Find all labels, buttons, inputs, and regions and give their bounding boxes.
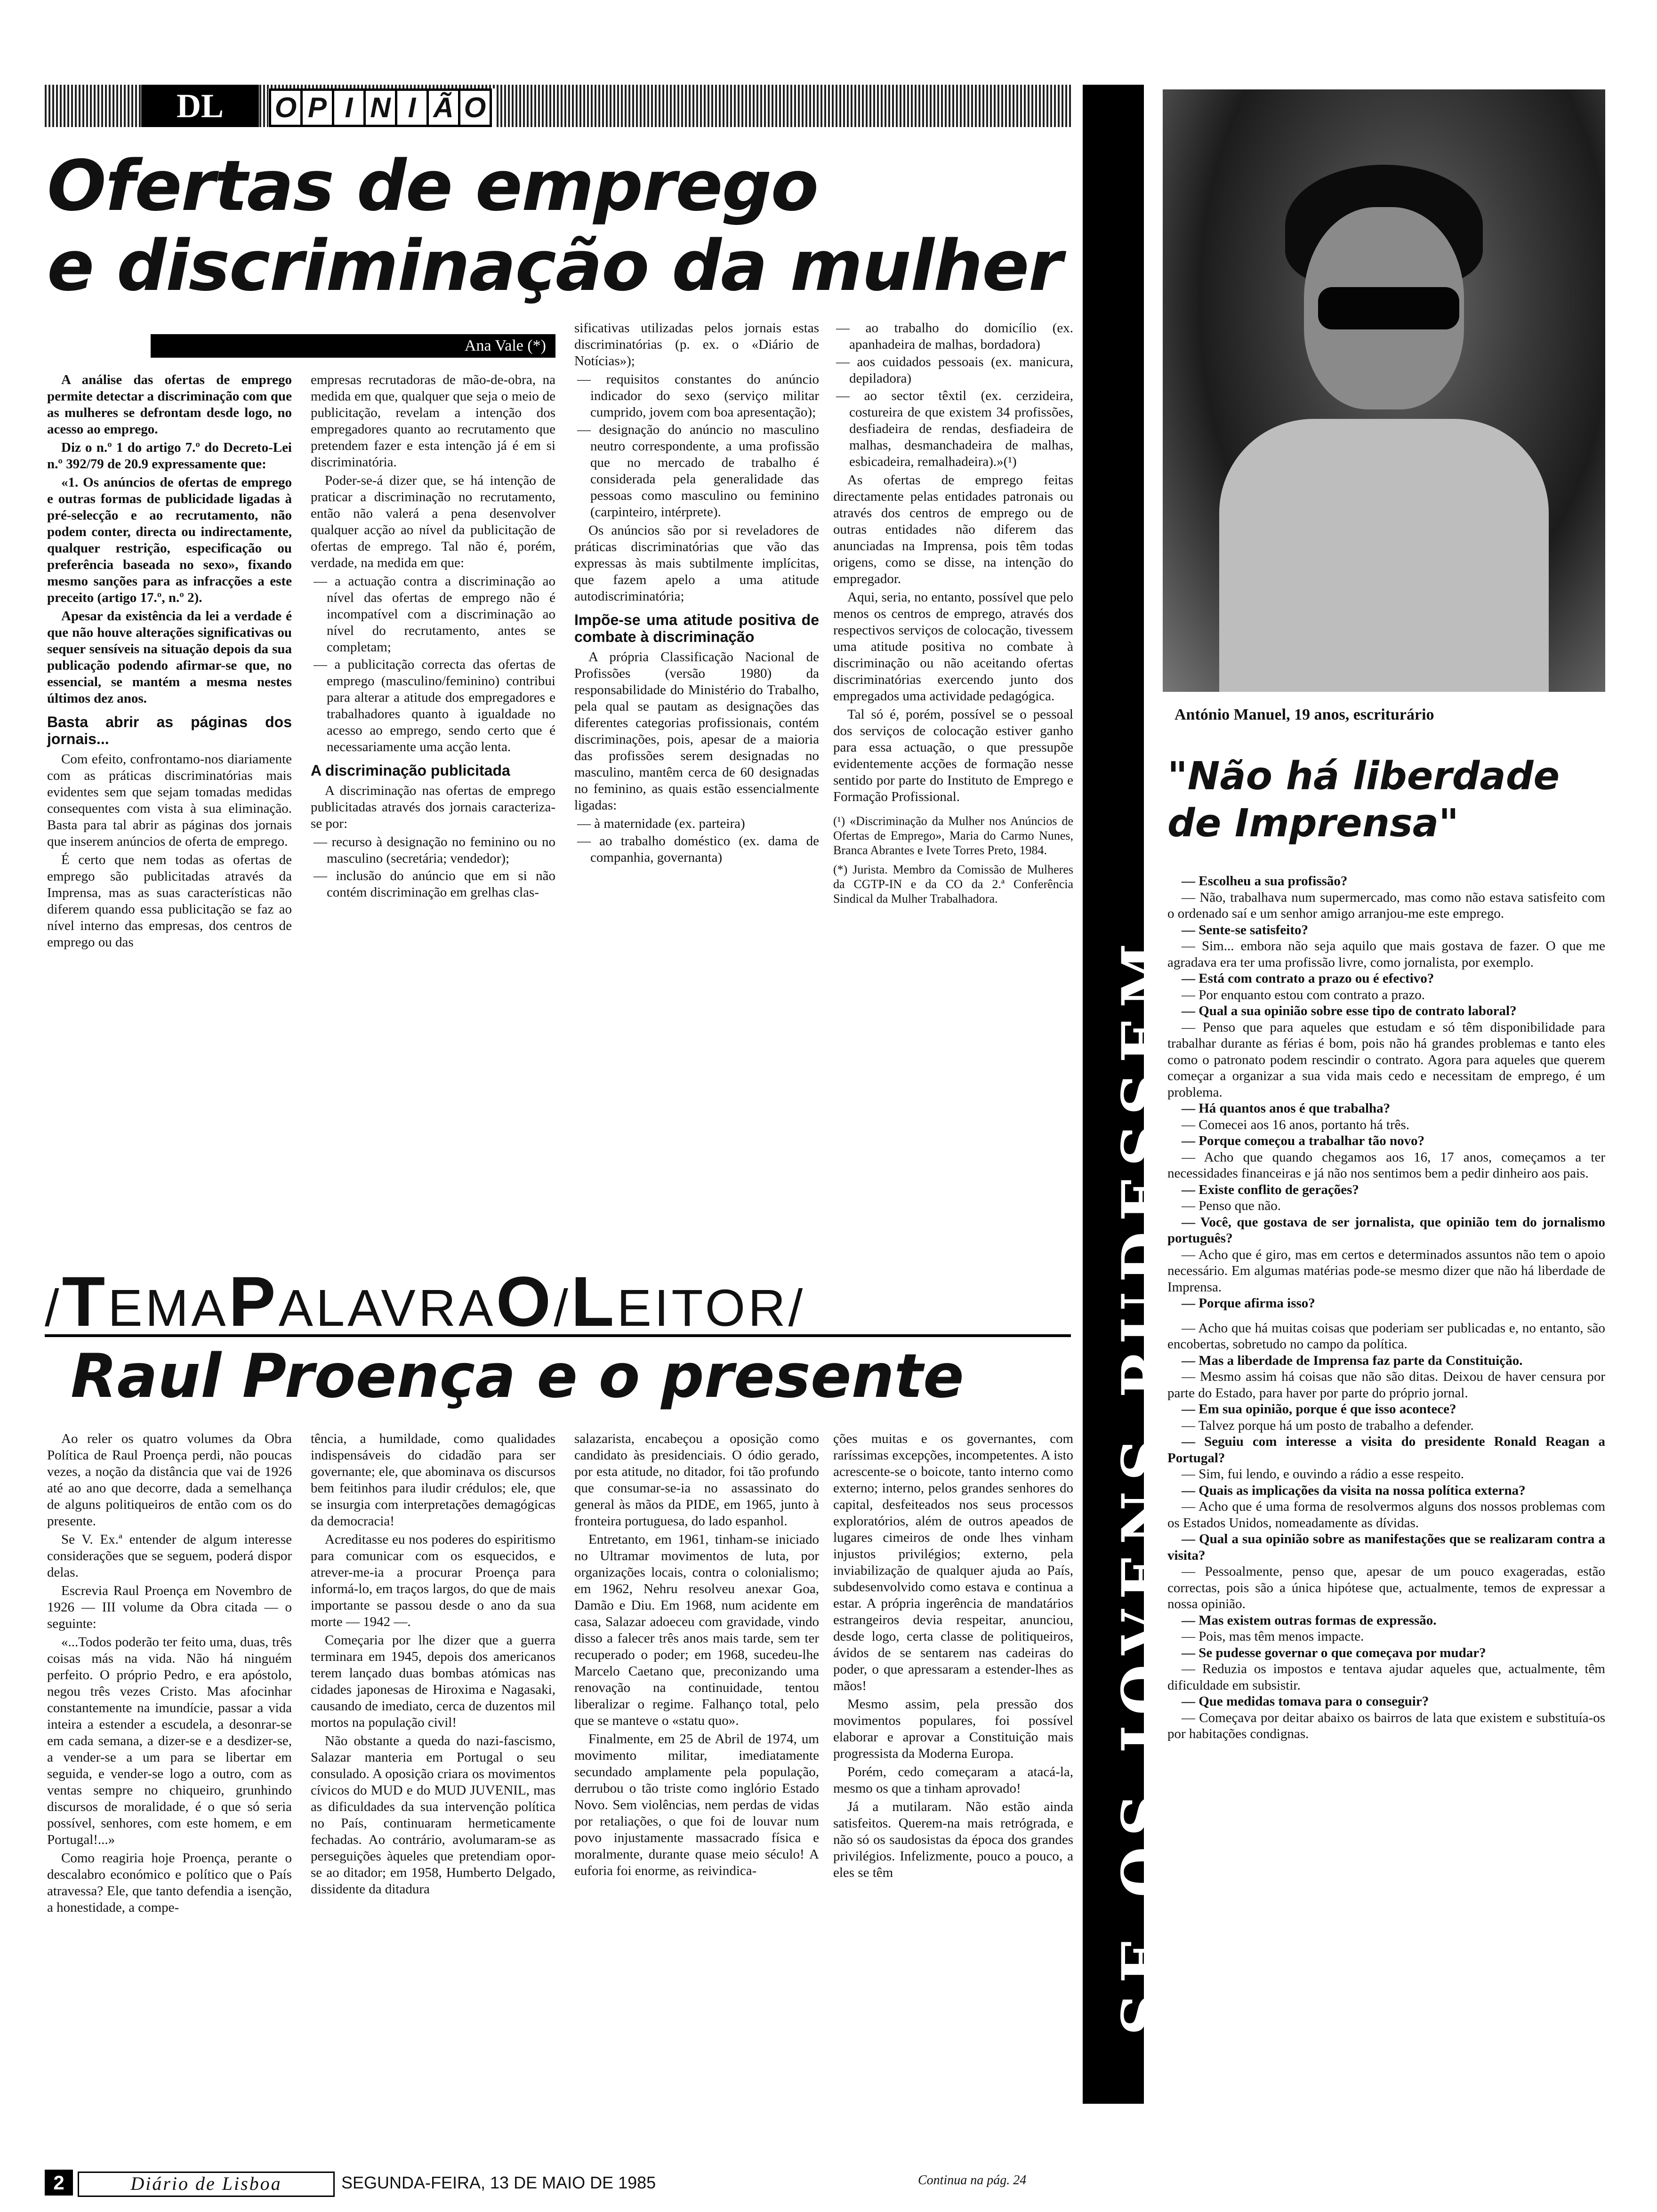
interview-question: — Porque começou a trabalhar tão novo? <box>1167 1133 1605 1149</box>
paragraph: empresas recrutadoras de mão-de-obra, na medida em que, qualquer que seja o meio de publicitação, revelam a intenção dos empregadores quanto ao recrutamento que pretendem fazer e esta intenção já é em si discriminatória. <box>311 372 555 470</box>
bullet-list <box>574 816 819 866</box>
interview-question: — Está com contrato a prazo ou é efectivo? <box>1167 970 1605 987</box>
vertical-section-title <box>1083 85 1178 2104</box>
interview-body <box>1167 873 1605 1742</box>
paragraph: Tal só é, porém, possível se o pessoal dos serviços de colocação estiver ganho para essa actuação, o que pressupõe evidentemente acções de formação nesse sentido por parte do Instituto de Emprego e Formação Profissional. <box>833 707 1073 804</box>
article1-column-3 <box>574 320 819 868</box>
interview-answer: — Mesmo assim há coisas que não são ditas. Deixou de haver censura por parte do Estado, para haver por parte do próprio jornal. <box>1167 1369 1605 1401</box>
interview-answer: — Acho que quando chegamos aos 16, 17 anos, começamos a ter necessidades financeiras e já não nos sentimos bem a pedir dinheiro aos pais. <box>1167 1149 1605 1182</box>
author-note: (*) Jurista. Membro da Comissão de Mulheres da CGTP-IN e da CO da 2.ª Conferência Sindical da Mulher Trabalhadora. <box>833 863 1073 906</box>
subheading: Impõe-se uma atitude positiva de combate à discriminação <box>574 611 819 645</box>
issue-date: SEGUNDA-FEIRA, 13 DE MAIO DE 1985 <box>341 2173 656 2192</box>
interview-answer: — Sim, fui lendo, e ouvindo a rádio a esse respeito. <box>1167 1466 1605 1483</box>
interview-question: — Qual a sua opinião sobre as manifestações que se realizaram contra a visita? <box>1167 1531 1605 1563</box>
interview-question: — Há quantos anos é que trabalha? <box>1167 1100 1605 1117</box>
interview-question: — Em sua opinião, porque é que isso acontece? <box>1167 1401 1605 1418</box>
interview-answer: — Acho que é giro, mas em certos e determinados assuntos não tem o apoio necessário. Em algumas matérias pode-se mesmo dizer que não há liberdade de Imprensa. <box>1167 1247 1605 1296</box>
tema-letter: P <box>228 1262 279 1341</box>
page-number: 2 <box>45 2170 73 2196</box>
section-letter: Ã <box>426 88 460 127</box>
list-item: — inclusão do anúncio que em si não contém discriminação em grelhas clas- <box>311 868 555 901</box>
article-headline <box>47 146 1073 306</box>
paragraph: Já a mutilaram. Não estão ainda satisfeitos. Querem-na mais retrógrada, e não só os saudosistas da época dos grandes privilégios. Infelizmente, pouco a pouco, a eles se têm <box>833 1799 1073 1880</box>
tema-letter: T <box>62 1262 108 1341</box>
interview-answer: — Acho que há muitas coisas que poderiam ser publicadas e, no entanto, são encobertas, sobretudo no campo da política. <box>1167 1320 1605 1353</box>
bullet-list <box>574 371 819 521</box>
lead-paragraph: Diz o n.º 1 do artigo 7.º do Decreto-Lei n.º 392/79 de 20.9 expressamente que: <box>47 440 292 472</box>
list-item: — ao trabalho do domicílio (ex. apanhadeira de malhas, bordadora) <box>833 320 1073 353</box>
interview-question: — Você, que gostava de ser jornalista, que opinião tem do jornalismo português? <box>1167 1214 1605 1247</box>
quoted-paragraph: «...Todos poderão ter feito uma, duas, três coisas más na vida. Não há ninguém perfeito. O próprio Pedro, e era apóstolo, negou três vezes Cristo. Mas afocinhar constantemente na imundície, passar a vida inteira a estender a escudela, a desonrar-se em cada semana, a dizer-se e a desdizer-se, a vender-se a um para se libertar em seguida, e vender-se logo a outro, com as ventas sempre no chiqueiro, grunhindo discursos de moralidade, é o que só seria possível, senhores, com este homem, e em Portugal!...» <box>47 1635 292 1847</box>
interview-answer: — Sim... embora não seja aquilo que mais gostava de fazer. O que me agradava era ter uma profissão livre, como jornalista, por exemplo. <box>1167 938 1605 970</box>
article1-column-4 <box>833 320 1073 908</box>
paragraph: Entretanto, em 1961, tinham-se iniciado no Ultramar movimentos de luta, por organizações locais, contra o colonialismo; em 1962, Nehru resolveu anexar Goa, Damão e Diu. Em 1968, num acidente em casa, Salazar adoeceu com gravidade, vindo disso a falecer três anos mais tarde, sem ter recuperado o poder; em 1968, sucedeu-lhe Marcelo Caetano que, preconizando uma renovação na continuidade, tentou liberalizar o regime. Falhanço total, pelo que se manteve o «statu quo». <box>574 1532 819 1728</box>
paragraph: Poder-se-á dizer que, se há intenção de praticar a discriminação no recrutamento, então não valerá a pena desenvolver qualquer acção ao nível da publicitação de ofertas de emprego. Tal não é, porém, verdade, na medida em que: <box>311 473 555 570</box>
subheading: A discriminação publicitada <box>311 762 510 779</box>
interview-question: — Se pudesse governar o que começava por mudar? <box>1167 1645 1605 1661</box>
paragraph: tência, a humildade, como qualidades indispensáveis do cidadão para ser governante; ele, que abominava os discursos bem feitinhos para iludir crédulos; ele, que se insurgia com interpretações demagógicas da democracia! <box>311 1431 555 1529</box>
interview-question: — Mas a liberdade de Imprensa faz parte da Constituição. <box>1167 1353 1605 1369</box>
newspaper-name: Diário de Lisboa <box>78 2172 335 2197</box>
paragraph: Começaria por lhe dizer que a guerra terminara em 1945, depois dos americanos terem lançado duas bombas atómicas nas cidades japonesas de Hiroxima e Nagasaki, causando de imediato, cerca de duzentos mil mortos na população civil! <box>311 1633 555 1730</box>
interview-question: — Quais as implicações da visita na nossa política externa? <box>1167 1483 1605 1499</box>
interview-question: — Seguiu com interesse a visita do presidente Ronald Reagan a Portugal? <box>1167 1434 1605 1466</box>
tema-letter: L <box>571 1262 617 1341</box>
paragraph: Não obstante a queda do nazi-fascismo, Salazar manteria em Portugal o seu consulado. A oposição criara os movimentos cívicos do MUD e do MUD JUVENIL, mas as dificuldades da sua intervenção política no País, continuaram hermeticamente fechadas. Ao contrário, avolumaram-se as perseguições àqueles que pretendiam opor-se ao ditador; em 1958, Humberto Delgado, dissidente da ditadura <box>311 1733 555 1897</box>
continued-note: Continua na pág. 24 <box>918 2173 1027 2188</box>
tema-rest: EITOR <box>617 1279 788 1337</box>
article2-column-3 <box>574 1431 819 1881</box>
lead-paragraph: «1. Os anúncios de ofertas de emprego e outras formas de publicidade ligadas à pré-selecção e ao recrutamento, não podem conter, directa ou indirectamente, qualquer restrição, especificação ou preferência baseada no sexo», fixando mesmo sanções para as infracções a este preceito (artigo 17.º, n.º 2). <box>47 475 292 605</box>
quote-line-2: de Imprensa" <box>1167 801 1459 846</box>
paragraph: É certo que nem todas as ofertas de emprego são publicitadas através da Imprensa, mas as suas características não diferem quando essa publicitação se faz ao nível interno das empresas, dos centros de emprego ou das <box>47 852 292 950</box>
interview-question: — Escolheu a sua profissão? <box>1167 873 1605 890</box>
article1-column-1 <box>47 372 292 953</box>
interview-answer: — Reduzia os impostos e tentava ajudar aqueles que, actualmente, têm dificuldade em subsistir. <box>1167 1661 1605 1693</box>
paragraph: ções muitas e os governantes, com raríssimas excepções, incompetentes. A isto acrescente-se o boicote, tanto interno como externo; interno, pelos grandes senhores do capital, desfeiteados nos seus processos exploratórios, além de outros apeados de lugares cimeiros de onde lhes vinham injustos privilégios; externo, pela inviabilização de qualquer ajuda ao País, subdesenvolvido como estava e continua a estar. A própria ingerência de mandatários estrangeiros devia respeitar, anunciou, desde logo, certa classe de politiqueiros, ávidos de se sentarem nas cadeiras do poder, o que apressaram a estender-lhes as mãos! <box>833 1431 1073 1693</box>
paragraph: Acreditasse eu nos poderes do espiritismo para comunicar com os esquecidos, e atrever-me-ia a procurar Proença para informá-lo, em traços largos, do que de mais importante se passou desde o ano da sua morte — 1942 —. <box>311 1532 555 1629</box>
paragraph: Aqui, seria, no entanto, possível que pelo menos os centros de emprego, através dos respectivos serviços de colocação, tivessem uma atitude positiva no combate à discriminação ou não aceitando ofertas discriminatórias exercendo junto dos empregados uma actividade pedagógica. <box>833 590 1073 704</box>
paragraph: Mesmo assim, pela pressão dos movimentos populares, foi possível elaborar e aprovar a Constituição mais progressista da Moderna Europa. <box>833 1697 1073 1761</box>
quote-line-1: "Não há liberdade <box>1167 754 1560 799</box>
list-item: — a actuação contra a discriminação ao nível das ofertas de emprego não é incompatível com a discriminação ao nível do recrutamento, antes se completam; <box>311 573 555 656</box>
list-item: — à maternidade (ex. parteira) <box>574 816 819 832</box>
tema-rest: ALAVRA <box>278 1279 496 1337</box>
interview-question: — Qual a sua opinião sobre esse tipo de contrato laboral? <box>1167 1003 1605 1019</box>
interview-answer: — Não, trabalhava num supermercado, mas como não estava satisfeito com o ordenado saí e um senhor amigo arranjou-me este emprego. <box>1167 890 1605 922</box>
byline: Ana Vale (*) <box>151 334 555 358</box>
section-letter: N <box>363 88 397 127</box>
list-item: — aos cuidados pessoais (ex. manicura, depiladora) <box>833 354 1073 387</box>
paragraph: Com efeito, confrontamo-nos diariamente com as práticas discriminatórias mais evidentes sem que sejam tomadas medidas consequentes com vista à sua eliminação. Basta para tal abrir as páginas dos jornais que inserem anúncios de oferta de emprego. <box>47 752 292 849</box>
interview-question: — Sente-se satisfeito? <box>1167 922 1605 938</box>
article2-column-1 <box>47 1431 292 1918</box>
section-letter: I <box>395 88 429 127</box>
tema-rest: EMA <box>108 1279 229 1337</box>
lead-paragraph: Apesar da existência da lei a verdade é que não houve alterações significativas ou sequer sensíveis na situação depois da sua publicação podendo afirmar-se que, no essencial, se mantém a mesma nestes últimos dez anos. <box>47 609 292 706</box>
interview-answer: — Penso que para aqueles que estudam e só têm disponibilidade para trabalhar durante as férias é bom, pois não há grandes problemas e tanto eles como o patronato podem rescindir o contrato. Agora para aqueles que querem começar a organizar a sua vida mais cedo e necessitam de emprego, é um problema. <box>1167 1019 1605 1101</box>
list-item: — ao trabalho doméstico (ex. dama de companhia, governanta) <box>574 833 819 866</box>
paragraph: As ofertas de emprego feitas directamente pelas entidades patronais ou através dos centros de emprego ou de outras entidades não diferem das anunciadas na Imprensa, pois têm todas origens, como se disse, na intenção do empregador. <box>833 473 1073 586</box>
interview-question: — Existe conflito de gerações? <box>1167 1182 1605 1198</box>
article2-column-4 <box>833 1431 1073 1883</box>
list-item: — requisitos constantes do anúncio indicador do sexo (serviço militar cumprido, jovem com boa apresentação); <box>574 371 819 421</box>
article1-column-2 <box>311 372 555 903</box>
paragraph: A própria Classificação Nacional de Profissões (versão 1980) da responsabilidade do Ministério do Trabalho, pela qual se pautam as designações das diferentes categorias profissionais, contém discriminações, pois, apesar de a maioria das profissões serem designadas no masculino, mantêm cerca de 60 designadas no feminino, as quais estão essencialmente ligadas: <box>574 649 819 813</box>
page-footer <box>45 2170 1071 2196</box>
vertical-title-text: SE OS JOVENS PUDESSEM... <box>1110 841 1178 2036</box>
paragraph: Escrevia Raul Proença em Novembro de 1926 — III volume da Obra citada — o seguinte: <box>47 1583 292 1631</box>
list-item: — recurso à designação no feminino ou no masculino (secretária; vendedor); <box>311 834 555 867</box>
subheading: Basta abrir as páginas dos jornais... <box>47 713 292 747</box>
section-header-tema-palavra-leitor: /TEMAPALAVRAO/LEITOR/ <box>45 1268 1071 1337</box>
interview-headline <box>1167 753 1591 847</box>
section-letter: I <box>332 88 366 127</box>
interview-answer: — Pois, mas têm menos impacte. <box>1167 1628 1605 1645</box>
paragraph: Os anúncios são por si reveladores de práticas discriminatórias que vão das expressas às mais subtilmente implícitas, que fazem apelo a uma atitude autodiscriminatória; <box>574 523 819 604</box>
bullet-list <box>833 320 1073 470</box>
footnote: (¹) «Discriminação da Mulher nos Anúncios de Ofertas de Emprego», Maria do Carmo Nunes, Branca Abrantes e Ivete Torres Preto, 1984. <box>833 814 1073 857</box>
headline-line-2: e discriminação da mulher <box>47 225 1062 306</box>
list-item: — ao sector têxtil (ex. cerzideira, costureira de que existem 34 profissões, desfiadeira de rendas, desfiadeira de malhas, desmanchadeira de malhas, esbicadeira, remalhadeira).»(¹) <box>833 388 1073 470</box>
section-title-opiniao <box>268 88 495 127</box>
list-item: — designação do anúncio no masculino neutro correspondente, a uma profissão que no mercado de trabalho é considerada pela generalidade das pessoas como masculino ou feminino (carpinteiro, intérprete). <box>574 422 819 521</box>
interview-answer: — Acho que é uma forma de resolvermos alguns dos nossos problemas com os Estados Unidos, nomeadamente as dívidas. <box>1167 1499 1605 1531</box>
article2-headline: Raul Proença e o presente <box>71 1341 964 1411</box>
tema-letter: O <box>496 1262 554 1341</box>
portrait-photo <box>1163 89 1605 692</box>
interview-answer: — Talvez porque há um posto de trabalho a defender. <box>1167 1418 1605 1434</box>
paragraph: salazarista, encabeçou a oposição como candidato às presidenciais. O ódio gerado, por esta atitude, no ditador, foi tão profundo que consumar-se-ia no assassinato do general às mãos da PIDE, em 1965, junto à fronteira portuguesa, do lado espanhol. <box>574 1431 819 1529</box>
bullet-list <box>311 834 555 901</box>
section-letter: P <box>300 88 334 127</box>
interview-answer: — Começava por deitar abaixo os bairros de lata que existem e substituía-os por habitações condignas. <box>1167 1710 1605 1742</box>
section-letter: O <box>458 88 492 127</box>
paragraph: Ao reler os quatro volumes da Obra Política de Raul Proença perdi, não poucas vezes, a noção da distância que vai de 1926 até ao ano que decorre, dada a semelhança de alguns politiqueiros de então com os do presente. <box>47 1431 292 1529</box>
photo-jacket <box>1219 419 1549 692</box>
paragraph: A discriminação nas ofertas de emprego publicitadas através dos jornais caracteriza-se por: <box>311 783 555 831</box>
interview-question: — Mas existem outras formas de expressão. <box>1167 1612 1605 1629</box>
lead-paragraph: A análise das ofertas de emprego permite detectar a discriminação com que as mulheres se defrontam desde logo, no acesso ao emprego. <box>47 372 292 437</box>
interview-answer: — Comecei aos 16 anos, portanto há três. <box>1167 1117 1605 1133</box>
interview-question: — Que medidas tomava para o conseguir? <box>1167 1693 1605 1710</box>
paragraph: Se V. Ex.ª entender de algum interesse considerações que se seguem, poderá dispor delas. <box>47 1532 292 1580</box>
paragraph: sificativas utilizadas pelos jornais estas discriminatórias (p. ex. o «Diário de Notícias»); <box>574 321 819 369</box>
section-letter: O <box>269 88 303 127</box>
interview-answer: — Pessoalmente, penso que, apesar de um pouco exageradas, estão correctas, pois são a única hipótese que, actualmente, temos de expressar a nossa opinião. <box>1167 1563 1605 1612</box>
list-item: — a publicitação correcta das ofertas de emprego (masculino/feminino) contribui para alterar a atitude dos empregadores e trabalhadores quanto à igualdade no acesso ao emprego, sendo certo que é necessariamente uma acção lenta. <box>311 657 555 755</box>
headline-line-1: Ofertas de emprego <box>47 145 818 226</box>
interview-question: — Porque afirma isso? <box>1167 1295 1605 1312</box>
article2-column-2 <box>311 1431 555 1899</box>
interview-answer: — Penso que não. <box>1167 1198 1605 1214</box>
paragraph: Porém, cedo começaram a atacá-la, mesmo os que a tinham aprovado! <box>833 1764 1073 1796</box>
paragraph: Finalmente, em 25 de Abril de 1974, um movimento militar, imediatamente secundado amplamente pela população, derrubou o tão triste como inglório Estado Novo. Sem violências, nem perdas de vidas por retaliações, o que foi de louvar num povo injustamente massacrado física e moralmente, durante quase meio século! A euforia foi enorme, as reivindica- <box>574 1731 819 1878</box>
bullet-list <box>311 573 555 755</box>
interview-answer: — Por enquanto estou com contrato a prazo. <box>1167 987 1605 1003</box>
newspaper-logo: DL <box>141 85 259 127</box>
photo-caption: António Manuel, 19 anos, escriturário <box>1174 706 1434 723</box>
photo-sunglasses <box>1318 287 1459 329</box>
paragraph: Como reagiria hoje Proença, perante o descalabro económico e político que o País atravessa? Ele, que tanto defendia a isenção, a honestidade, a compe- <box>47 1851 292 1915</box>
